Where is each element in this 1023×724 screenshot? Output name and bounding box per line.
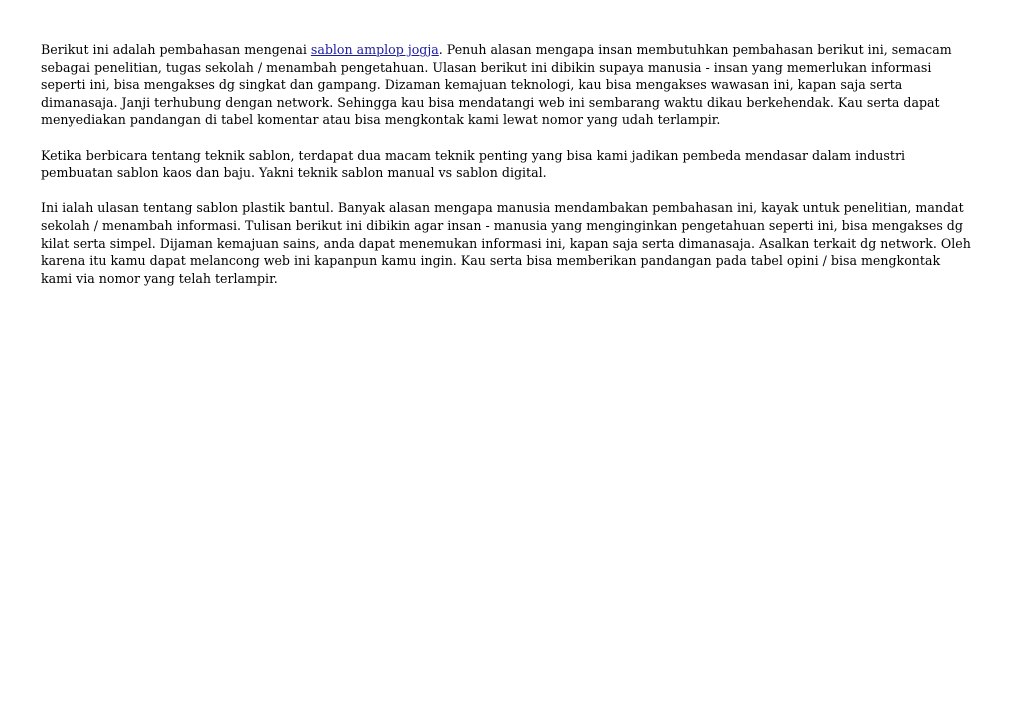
paragraph-sablon-plastik: Ini ialah ulasan tentang sablon plastik bantul. Banyak alasan mengapa manusia mendambakan pembahasan ini, kayak untuk penelitian, mandat sekolah / menambah informasi. Tulisan berikut ini dibikin agar insan - manusia yang menginginkan pengetahuan seperti ini, bisa mengakses dg kilat serta simpel. Dijaman kemajuan sains, anda dapat menemukan informasi ini, kapan saja serta dimanasaja. Asalkan terkait dg network. Oleh karena itu kamu dapat melancong web ini kapanpun kamu ingin. Kau serta bisa memberikan pandangan pada tabel opini / bisa mengkontak kami via nomor yang telah terlampir.: [41, 200, 971, 286]
paragraph-teknik-sablon: Ketika berbicara tentang teknik sablon, terdapat dua macam teknik penting yang bisa kami jadikan pembeda mendasar dalam industri pembuatan sablon kaos dan baju. Yakni teknik sablon manual vs sablon digital.: [41, 147, 905, 181]
paragraph-intro-text-after: . Penuh alasan mengapa insan membutuhkan pembahasan berikut ini, semacam sebagai penelitian, tugas sekolah / menambah pengetahuan. Ulasan berikut ini dibikin supaya manusia - insan yang memerlukan informasi seperti ini, bisa mengakses dg singkat dan gampang. Dizaman kemajuan teknologi, kau bisa mengakses wawasan ini, kapan saja serta dimanasaja. Janji terhubung dengan network. Sehingga kau bisa mendatangi web ini sembarang waktu dikau berkehendak. Kau serta dapat menyediakan pandangan di tabel komentar atau bisa mengkontak kami lewat nomor yang udah terlampir.: [41, 42, 952, 128]
paragraph-intro-text-before: Berikut ini adalah pembahasan mengenai: [41, 42, 311, 57]
paragraph-intro: [41, 41, 975, 129]
sablon-amplop-jogja-link[interactable]: sablon amplop jogja: [310, 42, 439, 57]
